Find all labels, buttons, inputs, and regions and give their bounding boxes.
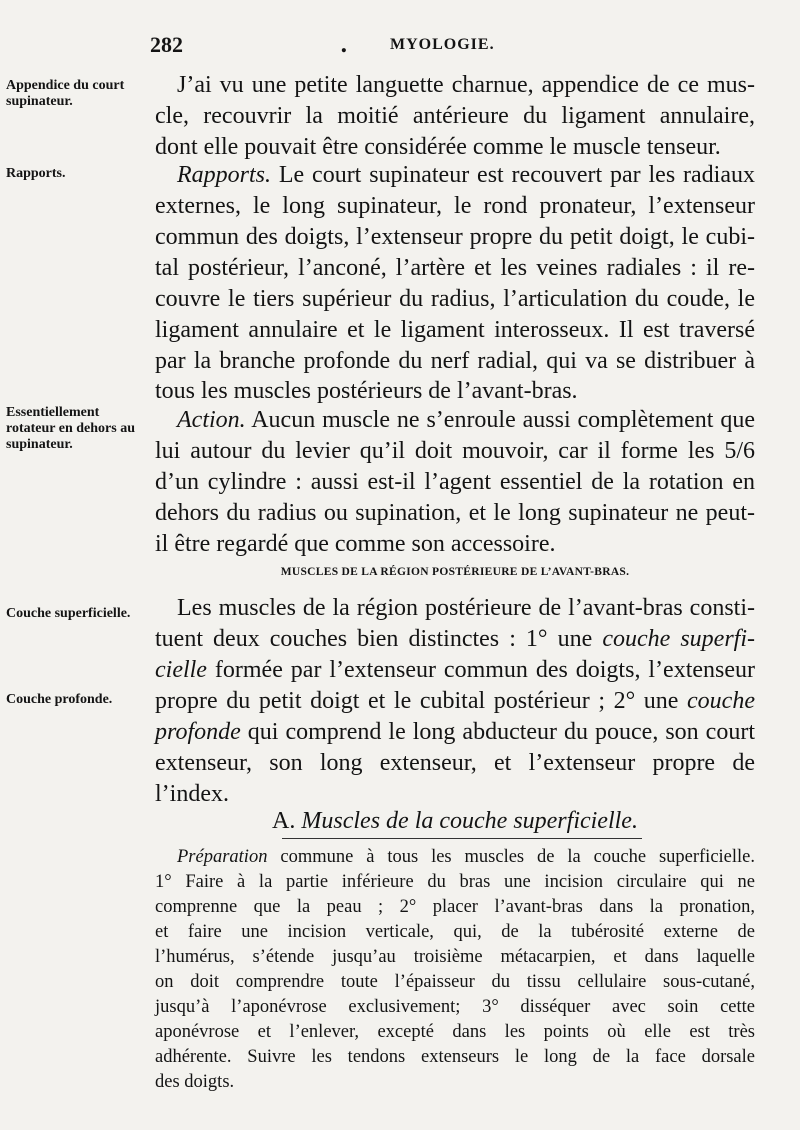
text-line: dont elle pouvait être considérée comme le muscle tenseur.	[155, 134, 721, 160]
text-line: tal postérieur, l’anconé, l’artère et les veines radiales : il re-	[155, 255, 755, 281]
running-title: MYOLOGIE.	[390, 36, 495, 53]
text-line: dehors du radius ou supination, et le long supinateur ne peut-	[155, 500, 755, 526]
margin-note-action: Essentiellement rotateur en dehors au supinateur.	[6, 405, 135, 452]
text-line: couvre le tiers supérieur du radius, l’articulation du coude, le	[155, 286, 755, 312]
action-lead: Action.	[177, 407, 246, 433]
text-line: d’un cylindre : aussi est-il l’agent essentiel de la rotation en	[155, 469, 755, 495]
text-line: Préparation commune à tous les muscles de la couche superficielle.	[177, 847, 755, 867]
text-line: Les muscles de la région postérieure de l’avant-bras consti-	[177, 595, 755, 621]
text-line: 1° Faire à la partie inférieure du bras une incision circulaire qui ne	[155, 872, 755, 892]
subsection-heading	[155, 808, 755, 835]
text-line: commun des doigts, l’extenseur propre du petit doigt, le cubi-	[155, 224, 755, 250]
text-line: comprenne que la peau ; 2° placer l’avant-bras dans la pronation,	[155, 897, 755, 917]
text-line: extenseur, son long extenseur, et l’extenseur propre de	[155, 750, 755, 776]
text-line: ligament annulaire et le ligament interosseux. Il est traversé	[155, 317, 755, 343]
section-heading: MUSCLES DE LA RÉGION POSTÉRIEURE DE L’AVANT-BRAS.	[280, 566, 630, 578]
text-line: cle, recouvrir la moitié antérieure du ligament annulaire,	[155, 103, 755, 129]
text-line: et faire une incision verticale, qui, de la tubérosité externe de	[155, 922, 755, 942]
text-line: tuent deux couches bien distinctes : 1° une couche superfi-	[155, 626, 755, 652]
text-line: adhérente. Suivre les tendons extenseurs le long de la face dorsale	[155, 1047, 755, 1067]
text-line: il être regardé que comme son accessoire.	[155, 531, 556, 557]
text-line: on doit comprendre toute l’épaisseur du tissu cellulaire sous-cutané,	[155, 972, 755, 992]
page-header	[150, 32, 750, 62]
text-line: l’index.	[155, 781, 229, 807]
text-line: l’humérus, s’étende jusqu’au troisième métacarpien, et dans laquelle	[155, 947, 755, 967]
page-number: 282	[150, 32, 183, 57]
subsection-letter: A.	[272, 808, 296, 834]
text-line: Action. Aucun muscle ne s’enroule aussi complètement que	[177, 407, 755, 433]
text-line: Rapports. Le court supinateur est recouvert par les radiaux	[177, 162, 755, 188]
text-line: aponévrose et l’enlever, excepté dans les points où elle est très	[155, 1022, 755, 1042]
text-line: propre du petit doigt et le cubital postérieur ; 2° une couche	[155, 688, 755, 714]
margin-note-appendice: Appendice du court supinateur.	[6, 78, 125, 109]
text-line: lui autour du levier qu’il doit mouvoir, car il forme les 5/6	[155, 438, 755, 464]
subsection-title: Muscles de la couche superficielle.	[301, 808, 638, 834]
margin-note-couche-profonde: Couche profonde.	[6, 692, 113, 707]
preparation-lead: Préparation	[177, 847, 268, 867]
text-line: externes, le long supinateur, le rond pronateur, l’extenseur	[155, 193, 755, 219]
text-line: cielle formée par l’extenseur commun des doigts, l’extenseur	[155, 657, 755, 683]
header-dot: .	[340, 32, 348, 58]
text-line: par la branche profonde du nerf radial, qui va se distribuer à	[155, 348, 755, 374]
rapports-lead: Rapports.	[177, 162, 272, 188]
text-line: tous les muscles postérieurs de l’avant-bras.	[155, 378, 578, 404]
heading-rule	[282, 838, 642, 839]
margin-note-rapports: Rapports.	[6, 166, 66, 181]
margin-note-couche-superficielle: Couche superficielle.	[6, 606, 131, 621]
text-line: des doigts.	[155, 1072, 235, 1092]
text-line: jusqu’à l’aponévrose exclusivement; 3° disséquer avec soin cette	[155, 997, 755, 1017]
text-line: profonde qui comprend le long abducteur du pouce, son court	[155, 719, 755, 745]
text-line: J’ai vu une petite languette charnue, appendice de ce mus-	[177, 72, 755, 98]
